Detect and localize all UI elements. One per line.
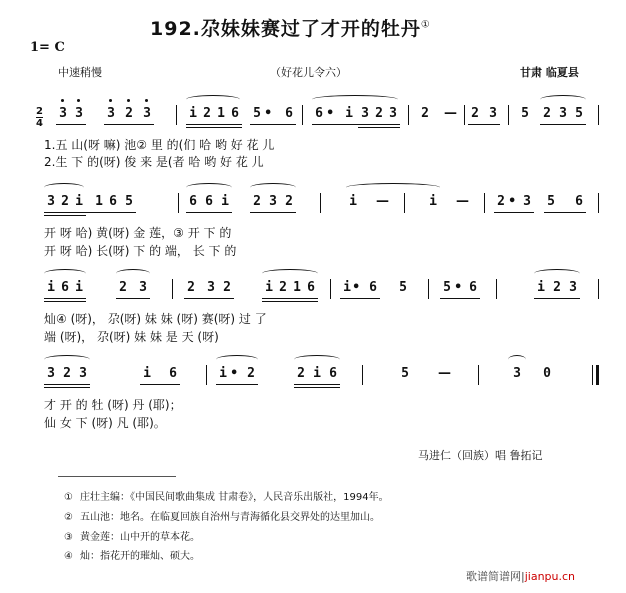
lyric-line-verse2: 开 呀 哈) 长(呀) 下 的 端， 长 下 的 <box>44 244 237 258</box>
notation-row: i 6 i 2 3 2 3 2 i 2 1 6 i • 6 5 5 • 6 i 2 3 <box>0 274 626 300</box>
lyric-line-verse2: 端 (呀)， 尕(呀) 妹 妹 是 天 (呀) <box>44 330 219 344</box>
footnote-2: ② 五山池：地名。在临夏回族自治州与青海循化县交界处的达里加山。 <box>64 512 380 523</box>
key-signature: 1= C <box>30 40 65 55</box>
tempo-marking: 中速稍慢 <box>58 66 102 79</box>
lyric-line-verse2: 仙 女 下 (呀) 凡 (耶)。 <box>44 416 166 430</box>
song-title-text: 192.尕妹妹赛过了才开的牡丹 <box>150 18 421 40</box>
singer-credit: 马进仁（回族）唱 鲁拓记 <box>418 449 543 462</box>
site-watermark[interactable]: 歌谱简谱网|jianpu.cn <box>466 570 576 583</box>
notation-row: 3 2 i 1 6 5 6 6 i 2 3 2 i — i — 2 • 3 5 6 <box>0 188 626 214</box>
region-label: 甘肃 临夏县 <box>520 66 579 79</box>
title-footnote-mark: ① <box>420 19 431 31</box>
lyric-line-verse2: 2.生 下 的(呀) 俊 来 是(者 哈 哟 好 花 儿 <box>44 155 264 169</box>
footnote-3: ③ 黄金莲：山中开的草本花。 <box>64 532 200 543</box>
notation-row: 3 2 3 i 6 i • 2 2 i 6 5 — 3 0 <box>0 360 626 386</box>
notation-row: 3 3 3 2 3 i 2 1 6 5 • 6 6 • i 3 2 3 2 — 2 3 5 2 3 5 <box>0 100 626 126</box>
song-title <box>150 14 431 41</box>
lyric-line-verse1: 灿④ (呀)， 尕(呀) 妹 妹 (呀) 赛(呀) 过 了 <box>44 312 267 326</box>
lyric-line-verse1: 才 开 的 牡 (呀) 丹 (耶)； <box>44 398 182 412</box>
tune-name: （好花儿令六） <box>270 66 347 79</box>
time-signature: 2 4 <box>36 106 43 129</box>
footnote-1: ① 庄壮主编：《中国民间歌曲集成 甘肃卷》，人民音乐出版社，1994年。 <box>64 492 389 503</box>
footnote-4: ④ 灿：指花开的璀灿、硕大。 <box>64 551 200 562</box>
footnote-divider <box>58 476 176 477</box>
lyric-line-verse1: 1.五 山(呀 嘛) 池② 里 的(们 哈 哟 好 花 儿 <box>44 138 275 152</box>
lyric-line-verse1: 开 呀 哈) 黄(呀) 金 莲，③ 开 下 的 <box>44 226 232 240</box>
